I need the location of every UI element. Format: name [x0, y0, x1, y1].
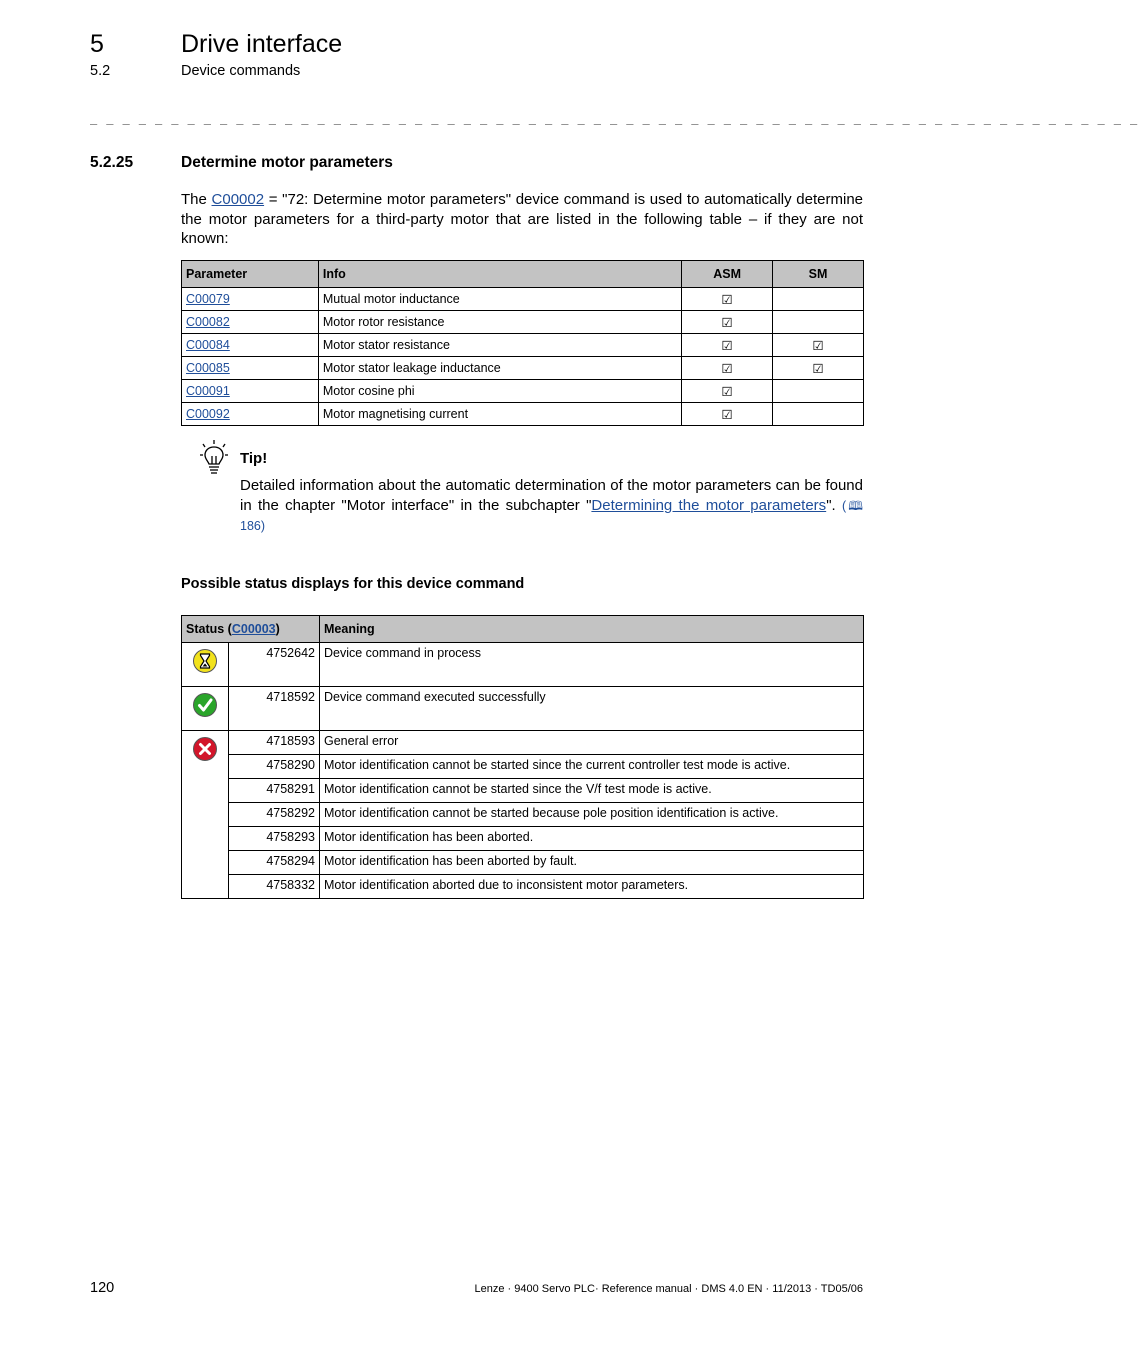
- status-code: 4758294: [229, 851, 320, 875]
- sm-check: ☑: [812, 338, 824, 353]
- heading-title: Determine motor parameters: [181, 154, 393, 171]
- intro-prefix: The: [181, 191, 212, 208]
- tip-label: Tip!: [240, 450, 268, 467]
- sm-check: ☑: [812, 361, 824, 376]
- section-number: 5.2: [90, 63, 111, 79]
- parameter-code-link[interactable]: C00079: [186, 292, 230, 306]
- status-code: 4758292: [229, 803, 320, 827]
- parameter-code-link[interactable]: C00085: [186, 361, 230, 375]
- status-table-header: [182, 616, 864, 643]
- asm-check: ☑: [721, 338, 733, 353]
- status-meaning: Device command in process: [320, 643, 864, 687]
- determining-motor-parameters-link[interactable]: Determining the motor parameters: [591, 497, 827, 514]
- status-meaning: Motor identification cannot be started because pole position identification is active.: [320, 803, 864, 827]
- status-code: 4752642: [229, 643, 320, 687]
- status-code: 4758293: [229, 827, 320, 851]
- status-meaning: Motor identification has been aborted.: [320, 827, 864, 851]
- col-parameter: Parameter: [182, 261, 319, 288]
- asm-check: ☑: [721, 384, 733, 399]
- tip-text-before: Detailed information about the automatic determination of the motor parameters can be found in the chapter "Motor interface" in the subchapter ": [240, 477, 863, 514]
- page-reference-link[interactable]: (🕮 186): [240, 499, 863, 533]
- status-header-prefix: Status (: [186, 622, 232, 636]
- parameter-code-link[interactable]: C00091: [186, 384, 230, 398]
- parameter-info: Motor stator leakage inductance: [322, 361, 501, 375]
- footer-doc-info: Lenze · 9400 Servo PLC· Reference manual · DMS 4.0 EN · 11/2013 · TD05/06: [474, 1283, 863, 1295]
- status-meaning: Motor identification cannot be started since the current controller test mode is active.: [320, 755, 864, 779]
- asm-check: ☑: [721, 315, 733, 330]
- col-sm: SM: [773, 261, 864, 288]
- col-asm: ASM: [682, 261, 773, 288]
- parameter-table: [181, 260, 864, 426]
- status-row: [182, 731, 864, 755]
- header-divider: _ _ _ _ _ _ _ _ _ _ _ _ _ _ _ _ _ _ _ _ _ _ _ _ _ _ _ _ _ _ _ _ _ _ _ _ _ _ _ _ _ _ _ _ _ _ _ _ _ _ _ _ _ _ _ _ _ _ _ _ _ _ _ _ _: [90, 111, 1138, 125]
- status-meaning: Motor identification cannot be started since the V/f test mode is active.: [320, 779, 864, 803]
- status-meaning: General error: [320, 731, 864, 755]
- parameter-row: [182, 357, 864, 380]
- col-info: Info: [318, 261, 681, 288]
- col-status: [182, 616, 320, 643]
- c00002-link[interactable]: C00002: [211, 191, 265, 208]
- asm-check: ☑: [721, 361, 733, 376]
- status-row: [182, 755, 864, 779]
- parameter-row: [182, 311, 864, 334]
- status-meaning: Motor identification has been aborted by fault.: [320, 851, 864, 875]
- status-code: 4718592: [229, 687, 320, 731]
- col-meaning: Meaning: [320, 616, 864, 643]
- heading-number: 5.2.25: [90, 154, 134, 171]
- parameter-info: Motor rotor resistance: [322, 315, 445, 329]
- parameter-info: Motor cosine phi: [322, 384, 415, 398]
- asm-check: ☑: [721, 292, 733, 307]
- intro-paragraph: [181, 190, 863, 249]
- parameter-code-link[interactable]: C00092: [186, 407, 230, 421]
- status-row: [182, 803, 864, 827]
- section-title: Device commands: [181, 63, 301, 79]
- hourglass-icon: [192, 648, 218, 674]
- status-row: [182, 687, 864, 731]
- parameter-info: Mutual motor inductance: [322, 292, 460, 306]
- parameter-info: Motor magnetising current: [322, 407, 469, 421]
- parameter-row: [182, 380, 864, 403]
- status-row: [182, 827, 864, 851]
- status-row: [182, 779, 864, 803]
- status-code: 4758290: [229, 755, 320, 779]
- chapter-title: Drive interface: [181, 30, 343, 58]
- asm-check: ☑: [721, 407, 733, 422]
- status-header-suffix: ): [275, 622, 280, 636]
- status-code: 4718593: [229, 731, 320, 755]
- tip-text-after: ".: [826, 497, 842, 514]
- status-section-title: Possible status displays for this device command: [181, 576, 525, 592]
- error-icon: [192, 736, 218, 762]
- status-meaning: Motor identification aborted due to inconsistent motor parameters.: [320, 875, 864, 899]
- page-number: 120: [90, 1280, 115, 1296]
- checkmark-icon: [192, 692, 218, 718]
- status-row: [182, 851, 864, 875]
- lightbulb-icon: [196, 439, 232, 475]
- parameter-row: [182, 288, 864, 311]
- parameter-row: [182, 403, 864, 426]
- tip-text: [240, 476, 863, 536]
- intro-suffix: = "72: Determine motor parameters" device command is used to automatically determine the motor parameters for a third-party motor that are listed in the following table – if they are not known:: [181, 191, 864, 247]
- parameter-table-header: [182, 261, 864, 288]
- chapter-number: 5: [90, 30, 104, 58]
- c00003-link[interactable]: C00003: [231, 622, 276, 636]
- status-table: [181, 615, 864, 899]
- status-meaning: Device command executed successfully: [320, 687, 864, 731]
- parameter-code-link[interactable]: C00084: [186, 338, 230, 352]
- parameter-code-link[interactable]: C00082: [186, 315, 230, 329]
- parameter-info: Motor stator resistance: [322, 338, 450, 352]
- status-row: [182, 643, 864, 687]
- parameter-row: [182, 334, 864, 357]
- status-row: [182, 875, 864, 899]
- status-code: 4758291: [229, 779, 320, 803]
- status-code: 4758332: [229, 875, 320, 899]
